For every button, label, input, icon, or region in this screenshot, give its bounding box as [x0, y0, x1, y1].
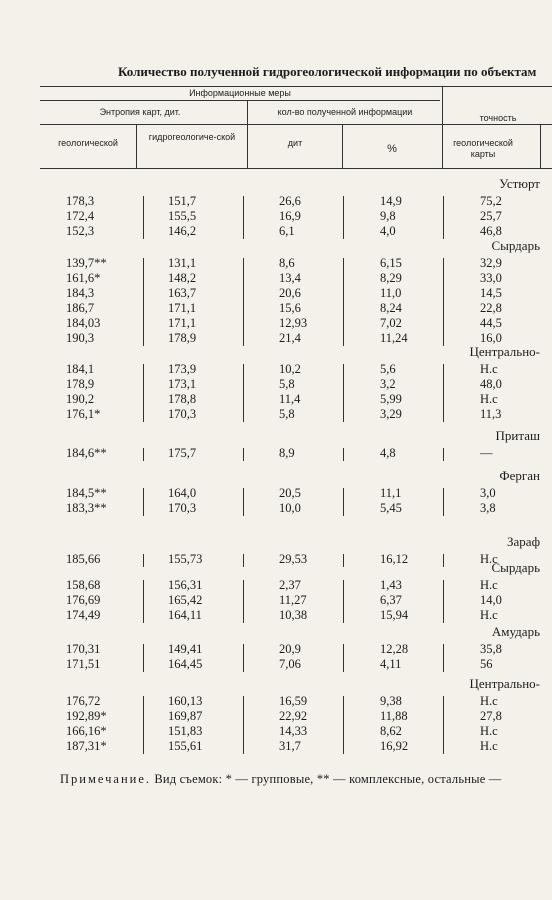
info-dit-value: 11,4	[279, 392, 301, 406]
geological-value: 184,03	[66, 316, 101, 330]
info-dit-value: 11,27	[279, 593, 307, 607]
table-row	[0, 552, 552, 566]
region-label: Амударь	[491, 624, 540, 639]
accuracy-value: 27,8	[480, 709, 502, 723]
table-row	[0, 407, 552, 421]
hydrogeological-value: 155,61	[168, 739, 203, 753]
hydrogeological-value: 163,7	[168, 286, 197, 300]
geological-value: 190,2	[66, 392, 95, 406]
hydrogeological-value: 146,2	[168, 224, 197, 238]
info-percent-value: 3,2	[380, 377, 396, 391]
hydrogeological-value: 170,3	[168, 407, 197, 421]
info-percent-value: 11,24	[380, 331, 408, 345]
geological-value: 192,89*	[66, 709, 107, 723]
accuracy-value: Н.с	[480, 739, 498, 753]
geological-value: 166,16*	[66, 724, 107, 738]
info-dit-value: 20,9	[279, 642, 301, 656]
header-divider-geo	[136, 124, 137, 168]
geological-value: 190,3	[66, 331, 95, 345]
table-title: Количество полученной гидрогеологической информации по объектам	[118, 64, 537, 79]
hydrogeological-value: 131,1	[168, 256, 197, 270]
header-rule-2	[40, 124, 552, 125]
hydrogeological-value: 165,42	[168, 593, 203, 607]
hydrogeological-value: 170,3	[168, 501, 197, 515]
table-row	[0, 331, 552, 345]
hydrogeological-value: 148,2	[168, 271, 197, 285]
accuracy-value: 25,7	[480, 209, 502, 223]
hydrogeological-value: 178,9	[168, 331, 197, 345]
region-label: Устюрт	[499, 176, 540, 191]
table-row	[0, 486, 552, 500]
info-percent-value: 16,92	[380, 739, 409, 753]
region-label: Зараф	[507, 534, 540, 549]
table-row	[0, 446, 552, 460]
info-dit-value: 10,38	[279, 608, 308, 622]
accuracy-value: —	[480, 446, 493, 460]
hydrogeological-value: 164,0	[168, 486, 197, 500]
accuracy-value: Н.с	[480, 392, 498, 406]
accuracy-value: Н.с	[480, 608, 498, 622]
region-label: Ферган	[499, 468, 540, 483]
hydrogeological-value: 178,8	[168, 392, 197, 406]
hydrogeological-value: 151,83	[168, 724, 203, 738]
table-row	[0, 301, 552, 315]
info-percent-value: 4,0	[380, 224, 396, 238]
header-dit: дит	[287, 138, 303, 148]
header-rule-top	[40, 86, 552, 87]
table-row	[0, 709, 552, 723]
accuracy-value: 3,8	[480, 501, 496, 515]
accuracy-value: 33,0	[480, 271, 502, 285]
header-percent: %	[387, 143, 397, 155]
geological-value: 178,9	[66, 377, 95, 391]
geological-value: 172,4	[66, 209, 95, 223]
geological-value: 176,1*	[66, 407, 101, 421]
table-row	[0, 224, 552, 238]
header-geological: геологической	[58, 138, 118, 148]
table-row	[0, 377, 552, 391]
table-row	[0, 392, 552, 406]
info-dit-value: 14,33	[279, 724, 308, 738]
info-dit-value: 20,6	[279, 286, 301, 300]
region-label: Центрально-	[469, 344, 540, 359]
footnote	[60, 772, 502, 787]
footnote-text: Вид съемок: * — групповые, ** — комплексные, остальные —	[154, 772, 502, 786]
info-dit-value: 20,5	[279, 486, 301, 500]
info-dit-value: 10,0	[279, 501, 301, 515]
hydrogeological-value: 171,1	[168, 301, 197, 315]
table-row	[0, 286, 552, 300]
header-divider-dit	[342, 124, 343, 168]
header-geol-maps: геологической карты	[453, 138, 513, 159]
accuracy-value: 56	[480, 657, 493, 671]
info-dit-value: 5,8	[279, 407, 295, 421]
header-divider-accuracy	[442, 86, 443, 168]
info-percent-value: 12,28	[380, 642, 409, 656]
table-row	[0, 256, 552, 270]
hydrogeological-value: 151,7	[168, 194, 197, 208]
accuracy-value: 46,8	[480, 224, 502, 238]
info-percent-value: 8,62	[380, 724, 402, 738]
geological-value: 178,3	[66, 194, 95, 208]
table-row	[0, 501, 552, 515]
info-dit-value: 26,6	[279, 194, 301, 208]
header-info-amount: кол-во полученной информации	[277, 107, 413, 117]
header-entropy: Энтропия карт, дит.	[99, 107, 181, 117]
info-percent-value: 11,0	[380, 286, 402, 300]
geological-value: 158,68	[66, 578, 101, 592]
info-percent-value: 3,29	[380, 407, 402, 421]
footnote-label: Примечание.	[60, 772, 152, 786]
accuracy-value: 35,8	[480, 642, 502, 656]
info-percent-value: 9,8	[380, 209, 396, 223]
accuracy-value: 14,5	[480, 286, 502, 300]
geological-value: 176,72	[66, 694, 101, 708]
accuracy-value: 48,0	[480, 377, 502, 391]
info-percent-value: 5,45	[380, 501, 402, 515]
info-percent-value: 6,15	[380, 256, 402, 270]
hydrogeological-value: 173,1	[168, 377, 197, 391]
table-row	[0, 209, 552, 223]
accuracy-value: 11,3	[480, 407, 502, 421]
info-percent-value: 5,99	[380, 392, 402, 406]
info-percent-value: 14,9	[380, 194, 402, 208]
info-percent-value: 4,8	[380, 446, 396, 460]
geological-value: 174,49	[66, 608, 101, 622]
geological-value: 184,1	[66, 362, 95, 376]
info-percent-value: 16,12	[380, 552, 409, 566]
info-percent-value: 1,43	[380, 578, 402, 592]
geological-value: 184,6**	[66, 446, 107, 460]
header-info-measures: Информационные меры	[189, 88, 291, 98]
geological-value: 185,66	[66, 552, 101, 566]
geological-value: 183,3**	[66, 501, 107, 515]
header-rule-bottom	[40, 168, 552, 169]
accuracy-value: 14,0	[480, 593, 502, 607]
geological-value: 152,3	[66, 224, 95, 238]
hydrogeological-value: 169,87	[168, 709, 203, 723]
geological-value: 170,31	[66, 642, 101, 656]
accuracy-value: 16,0	[480, 331, 502, 345]
info-dit-value: 6,1	[279, 224, 295, 238]
accuracy-value: Н.с	[480, 362, 498, 376]
table-row	[0, 694, 552, 708]
hydrogeological-value: 160,13	[168, 694, 203, 708]
table-row	[0, 608, 552, 622]
info-dit-value: 22,92	[279, 709, 308, 723]
geological-value: 176,69	[66, 593, 101, 607]
hydrogeological-value: 164,11	[168, 608, 202, 622]
table-row	[0, 724, 552, 738]
info-dit-value: 10,2	[279, 362, 301, 376]
region-label: Сырдарь	[491, 560, 540, 575]
hydrogeological-value: 164,45	[168, 657, 203, 671]
info-dit-value: 2,37	[279, 578, 301, 592]
hydrogeological-value: 175,7	[168, 446, 197, 460]
info-dit-value: 8,6	[279, 256, 295, 270]
info-dit-value: 16,9	[279, 209, 301, 223]
info-dit-value: 29,53	[279, 552, 308, 566]
info-dit-value: 5,8	[279, 377, 295, 391]
accuracy-value: 32,9	[480, 256, 502, 270]
info-percent-value: 9,38	[380, 694, 402, 708]
info-dit-value: 13,4	[279, 271, 301, 285]
region-label: Приташ	[495, 428, 540, 443]
info-percent-value: 5,6	[380, 362, 396, 376]
accuracy-value: 44,5	[480, 316, 502, 330]
table-row	[0, 362, 552, 376]
hydrogeological-value: 156,31	[168, 578, 203, 592]
table-row	[0, 316, 552, 330]
info-percent-value: 6,37	[380, 593, 402, 607]
hydrogeological-value: 155,73	[168, 552, 203, 566]
info-dit-value: 21,4	[279, 331, 301, 345]
accuracy-value: Н.с	[480, 552, 498, 566]
info-percent-value: 11,1	[380, 486, 402, 500]
hydrogeological-value: 155,5	[168, 209, 197, 223]
hydrogeological-value: 149,41	[168, 642, 203, 656]
info-percent-value: 7,02	[380, 316, 402, 330]
geological-value: 171,51	[66, 657, 101, 671]
header-divider-right	[540, 124, 541, 168]
geological-value: 184,5**	[66, 486, 107, 500]
geological-value: 139,7**	[66, 256, 107, 270]
accuracy-value: 75,2	[480, 194, 502, 208]
info-dit-value: 12,93	[279, 316, 308, 330]
table-row	[0, 194, 552, 208]
table-row	[0, 642, 552, 656]
geological-value: 187,31*	[66, 739, 107, 753]
accuracy-value: Н.с	[480, 724, 498, 738]
table-row	[0, 739, 552, 753]
table-row	[0, 578, 552, 592]
info-dit-value: 8,9	[279, 446, 295, 460]
hydrogeological-value: 171,1	[168, 316, 197, 330]
info-percent-value: 8,29	[380, 271, 402, 285]
table-row	[0, 657, 552, 671]
header-hydrogeological: гидрогеологиче-ской	[148, 132, 236, 142]
info-percent-value: 11,88	[380, 709, 408, 723]
header-divider-entropy	[247, 100, 248, 168]
geological-value: 161,6*	[66, 271, 101, 285]
geological-value: 184,3	[66, 286, 95, 300]
info-percent-value: 4,11	[380, 657, 402, 671]
accuracy-value: Н.с	[480, 694, 498, 708]
info-percent-value: 15,94	[380, 608, 409, 622]
hydrogeological-value: 173,9	[168, 362, 197, 376]
table-row	[0, 271, 552, 285]
accuracy-value: Н.с	[480, 578, 498, 592]
header-accuracy: точность	[479, 113, 517, 123]
info-dit-value: 16,59	[279, 694, 308, 708]
header-rule-1	[40, 100, 440, 101]
info-dit-value: 7,06	[279, 657, 301, 671]
region-label: Сырдарь	[491, 238, 540, 253]
accuracy-value: 22,8	[480, 301, 502, 315]
accuracy-value: 3,0	[480, 486, 496, 500]
info-percent-value: 8,24	[380, 301, 402, 315]
info-dit-value: 31,7	[279, 739, 301, 753]
table-row	[0, 593, 552, 607]
region-label: Центрально-	[469, 676, 540, 691]
geological-value: 186,7	[66, 301, 95, 315]
info-dit-value: 15,6	[279, 301, 301, 315]
